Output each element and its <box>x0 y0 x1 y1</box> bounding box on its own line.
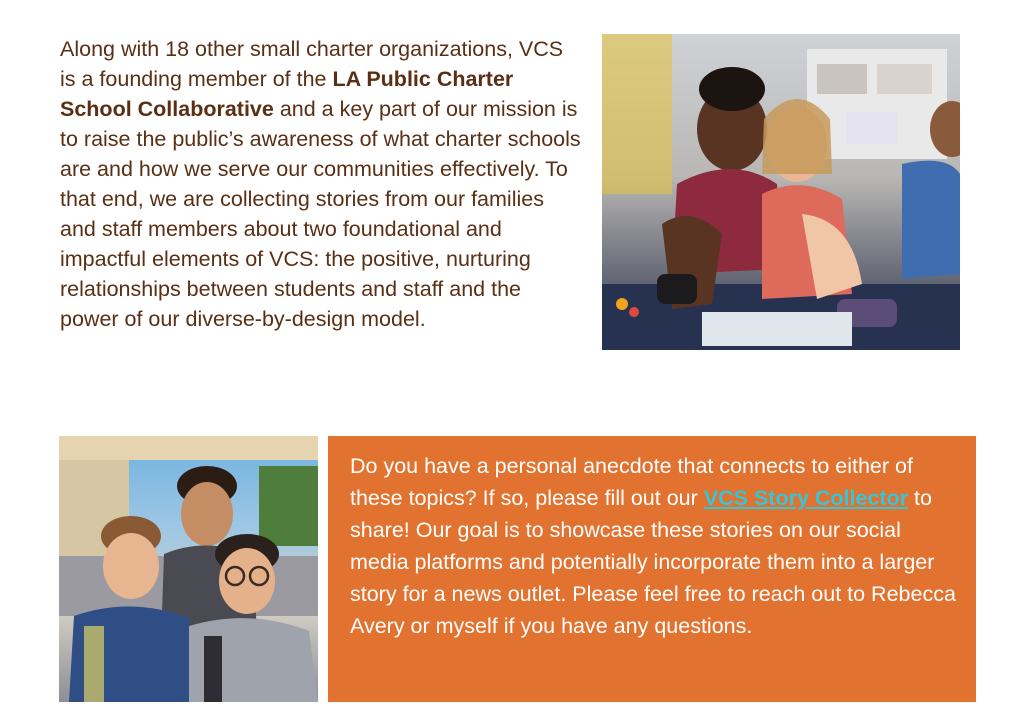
callout-text-start: Do you have a personal anecdote that connects to either of these topics? If so, please fill out our <box>350 454 913 510</box>
collaborative-name: LA Public Charter School Collaborative <box>60 67 514 121</box>
intro-paragraph <box>60 34 960 360</box>
story-collector-callout <box>328 436 976 702</box>
callout-text-end: to share! Our goal is to showcase these stories on our social media platforms and potentially incorporate them into a larger story for a news outlet. Please feel free to reach out to Rebecca Avery or myself if you have any questions. <box>350 486 956 638</box>
three-boys-photo <box>59 436 318 702</box>
intro-text-end: and a key part of our mission is to raise the public’s awareness of what charter schools are and how we serve our communities effectively. To that end, we are collecting stories from our families and staff members about two foundational and impactful elements of VCS: the positive, nurturing relationships between students and staff and the power of our diverse-by-design model. <box>60 97 581 331</box>
students-sitting-photo <box>602 34 960 350</box>
story-collector-link[interactable]: VCS Story Collector <box>703 486 909 510</box>
intro-text-start: Along with 18 other small charter organizations, VCS is a founding member of the <box>60 37 564 91</box>
